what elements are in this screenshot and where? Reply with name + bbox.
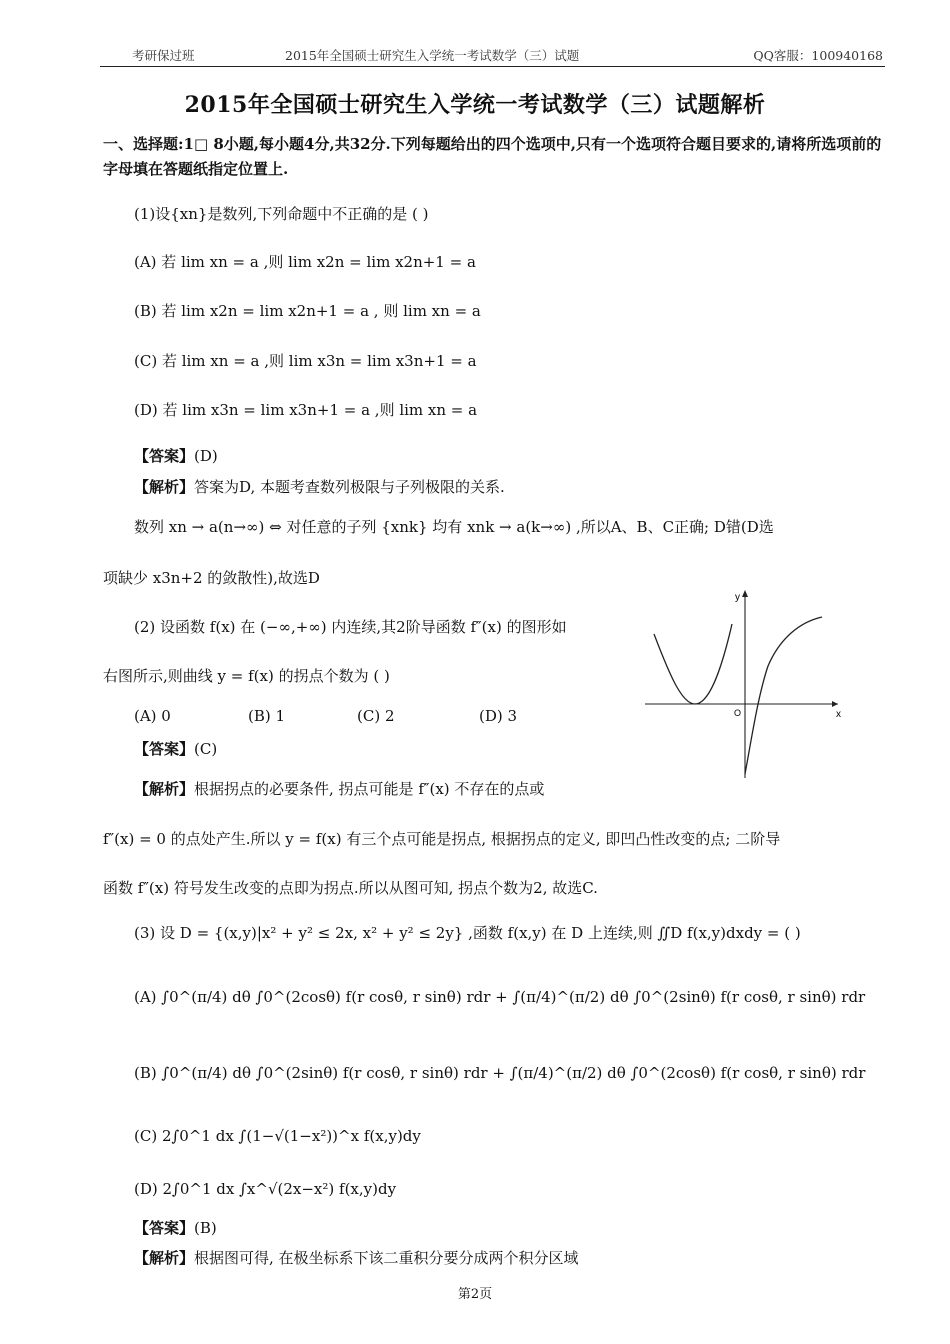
q3-analysis-label: 【解析】 bbox=[134, 1249, 195, 1267]
q2-analysis-text-1: 根据拐点的必要条件, 拐点可能是 f″(x) 不存在的点或 bbox=[194, 780, 545, 798]
q3-stem: (3) 设 D = {(x,y)|x² + y² ≤ 2x, x² + y² ≤ 2y} ,函数 f(x,y) 在 D 上连续,则 ∬D f(x,y)dxdy = ( ) bbox=[134, 924, 801, 942]
q2-analysis-3: 函数 f″(x) 符号发生改变的点即为拐点.所以从图可知, 拐点个数为2, 故选C. bbox=[103, 879, 598, 897]
q1-option-a: (A) 若 lim xn = a ,则 lim x2n = lim x2n+1 = a bbox=[134, 253, 476, 271]
q3-option-c: (C) 2∫0^1 dx ∫(1−√(1−x²))^x f(x,y)dy bbox=[134, 1127, 421, 1145]
q1-detail-2: 项缺少 x3n+2 的敛散性),故选D bbox=[103, 569, 320, 587]
q3-option-a: (A) ∫0^(π/4) dθ ∫0^(2cosθ) f(r cosθ, r sinθ) rdr + ∫(π/4)^(π/2) dθ ∫0^(2sinθ) f(r cosθ, r sinθ) rdr bbox=[134, 988, 866, 1006]
page-header bbox=[100, 40, 885, 67]
q3-answer bbox=[134, 1217, 217, 1238]
q1-answer-label: 【答案】 bbox=[134, 447, 195, 465]
q3-answer-value: (B) bbox=[194, 1219, 217, 1237]
q3-analysis bbox=[134, 1247, 579, 1268]
q3-option-b: (B) ∫0^(π/4) dθ ∫0^(2sinθ) f(r cosθ, r sinθ) rdr + ∫(π/4)^(π/2) dθ ∫0^(2cosθ) f(r cosθ, r sinθ) rdr bbox=[134, 1064, 866, 1082]
q3-analysis-text: 根据图可得, 在极坐标系下该二重积分要分成两个积分区域 bbox=[194, 1249, 579, 1267]
page-title: 2015年全国硕士研究生入学统一考试数学（三）试题解析 bbox=[184, 92, 766, 118]
header-center: 2015年全国硕士研究生入学统一考试数学（三）试题 bbox=[285, 48, 580, 63]
page-number: 第2页 bbox=[457, 1287, 493, 1302]
section-heading: 一、选择题:1□ 8小题,每小题4分,共32分.下列每题给出的四个选项中,只有一个选项符合题目要求的,请将所选项前的字母填在答题纸指定位置上. bbox=[103, 135, 882, 178]
second-derivative-graph bbox=[640, 586, 850, 782]
x-axis-arrow bbox=[832, 701, 838, 707]
curve-left-branch bbox=[654, 624, 732, 704]
q1-stem: (1)设{xn}是数列,下列命题中不正确的是 ( ) bbox=[134, 205, 429, 223]
curve-right-branch bbox=[745, 617, 822, 774]
x-axis-label: x bbox=[836, 709, 841, 720]
q1-option-c: (C) 若 lim xn = a ,则 lim x3n = lim x3n+1 = a bbox=[134, 352, 477, 370]
q2-option-a: (A) 0 bbox=[134, 707, 171, 725]
q2-option-d: (D) 3 bbox=[479, 707, 518, 725]
q2-stem-2: 右图所示,则曲线 y = f(x) 的拐点个数为 ( ) bbox=[103, 667, 390, 685]
q2-answer-value: (C) bbox=[194, 740, 218, 758]
q2-answer-label: 【答案】 bbox=[134, 740, 195, 758]
q1-analysis-label: 【解析】 bbox=[134, 478, 195, 496]
y-axis-arrow bbox=[742, 590, 748, 597]
q1-answer bbox=[134, 445, 218, 466]
y-axis-label: y bbox=[735, 592, 740, 603]
q3-option-d: (D) 2∫0^1 dx ∫x^√(2x−x²) f(x,y)dy bbox=[134, 1180, 397, 1198]
q2-option-c: (C) 2 bbox=[357, 707, 395, 725]
q2-analysis-1 bbox=[134, 778, 544, 799]
q3-answer-label: 【答案】 bbox=[134, 1219, 195, 1237]
q2-analysis-2: f″(x) = 0 的点处产生.所以 y = f(x) 有三个点可能是拐点, 根据拐点的定义, 即凹凸性改变的点; 二阶导 bbox=[103, 830, 781, 848]
q1-answer-value: (D) bbox=[194, 447, 218, 465]
header-right: QQ客服：100940168 bbox=[753, 48, 883, 63]
origin-label: O bbox=[734, 708, 742, 718]
q2-answer bbox=[134, 738, 217, 759]
q1-analysis-text: 答案为D, 本题考查数列极限与子列极限的关系. bbox=[194, 478, 505, 496]
q2-option-b: (B) 1 bbox=[248, 707, 286, 725]
q2-stem-1: (2) 设函数 f(x) 在 (−∞,+∞) 内连续,其2阶导函数 f″(x) 的图形如 bbox=[134, 618, 567, 636]
q1-option-d: (D) 若 lim x3n = lim x3n+1 = a ,则 lim xn = a bbox=[134, 401, 478, 419]
q1-analysis bbox=[134, 476, 505, 497]
q2-analysis-label: 【解析】 bbox=[134, 780, 195, 798]
q1-detail-1: 数列 xn → a(n→∞) ⇔ 对任意的子列 {xnk} 均有 xnk → a(k→∞) ,所以A、B、C正确; D错(D选 bbox=[134, 518, 774, 536]
q1-option-b: (B) 若 lim x2n = lim x2n+1 = a , 则 lim xn = a bbox=[134, 302, 481, 320]
header-left: 考研保过班 bbox=[132, 48, 195, 63]
